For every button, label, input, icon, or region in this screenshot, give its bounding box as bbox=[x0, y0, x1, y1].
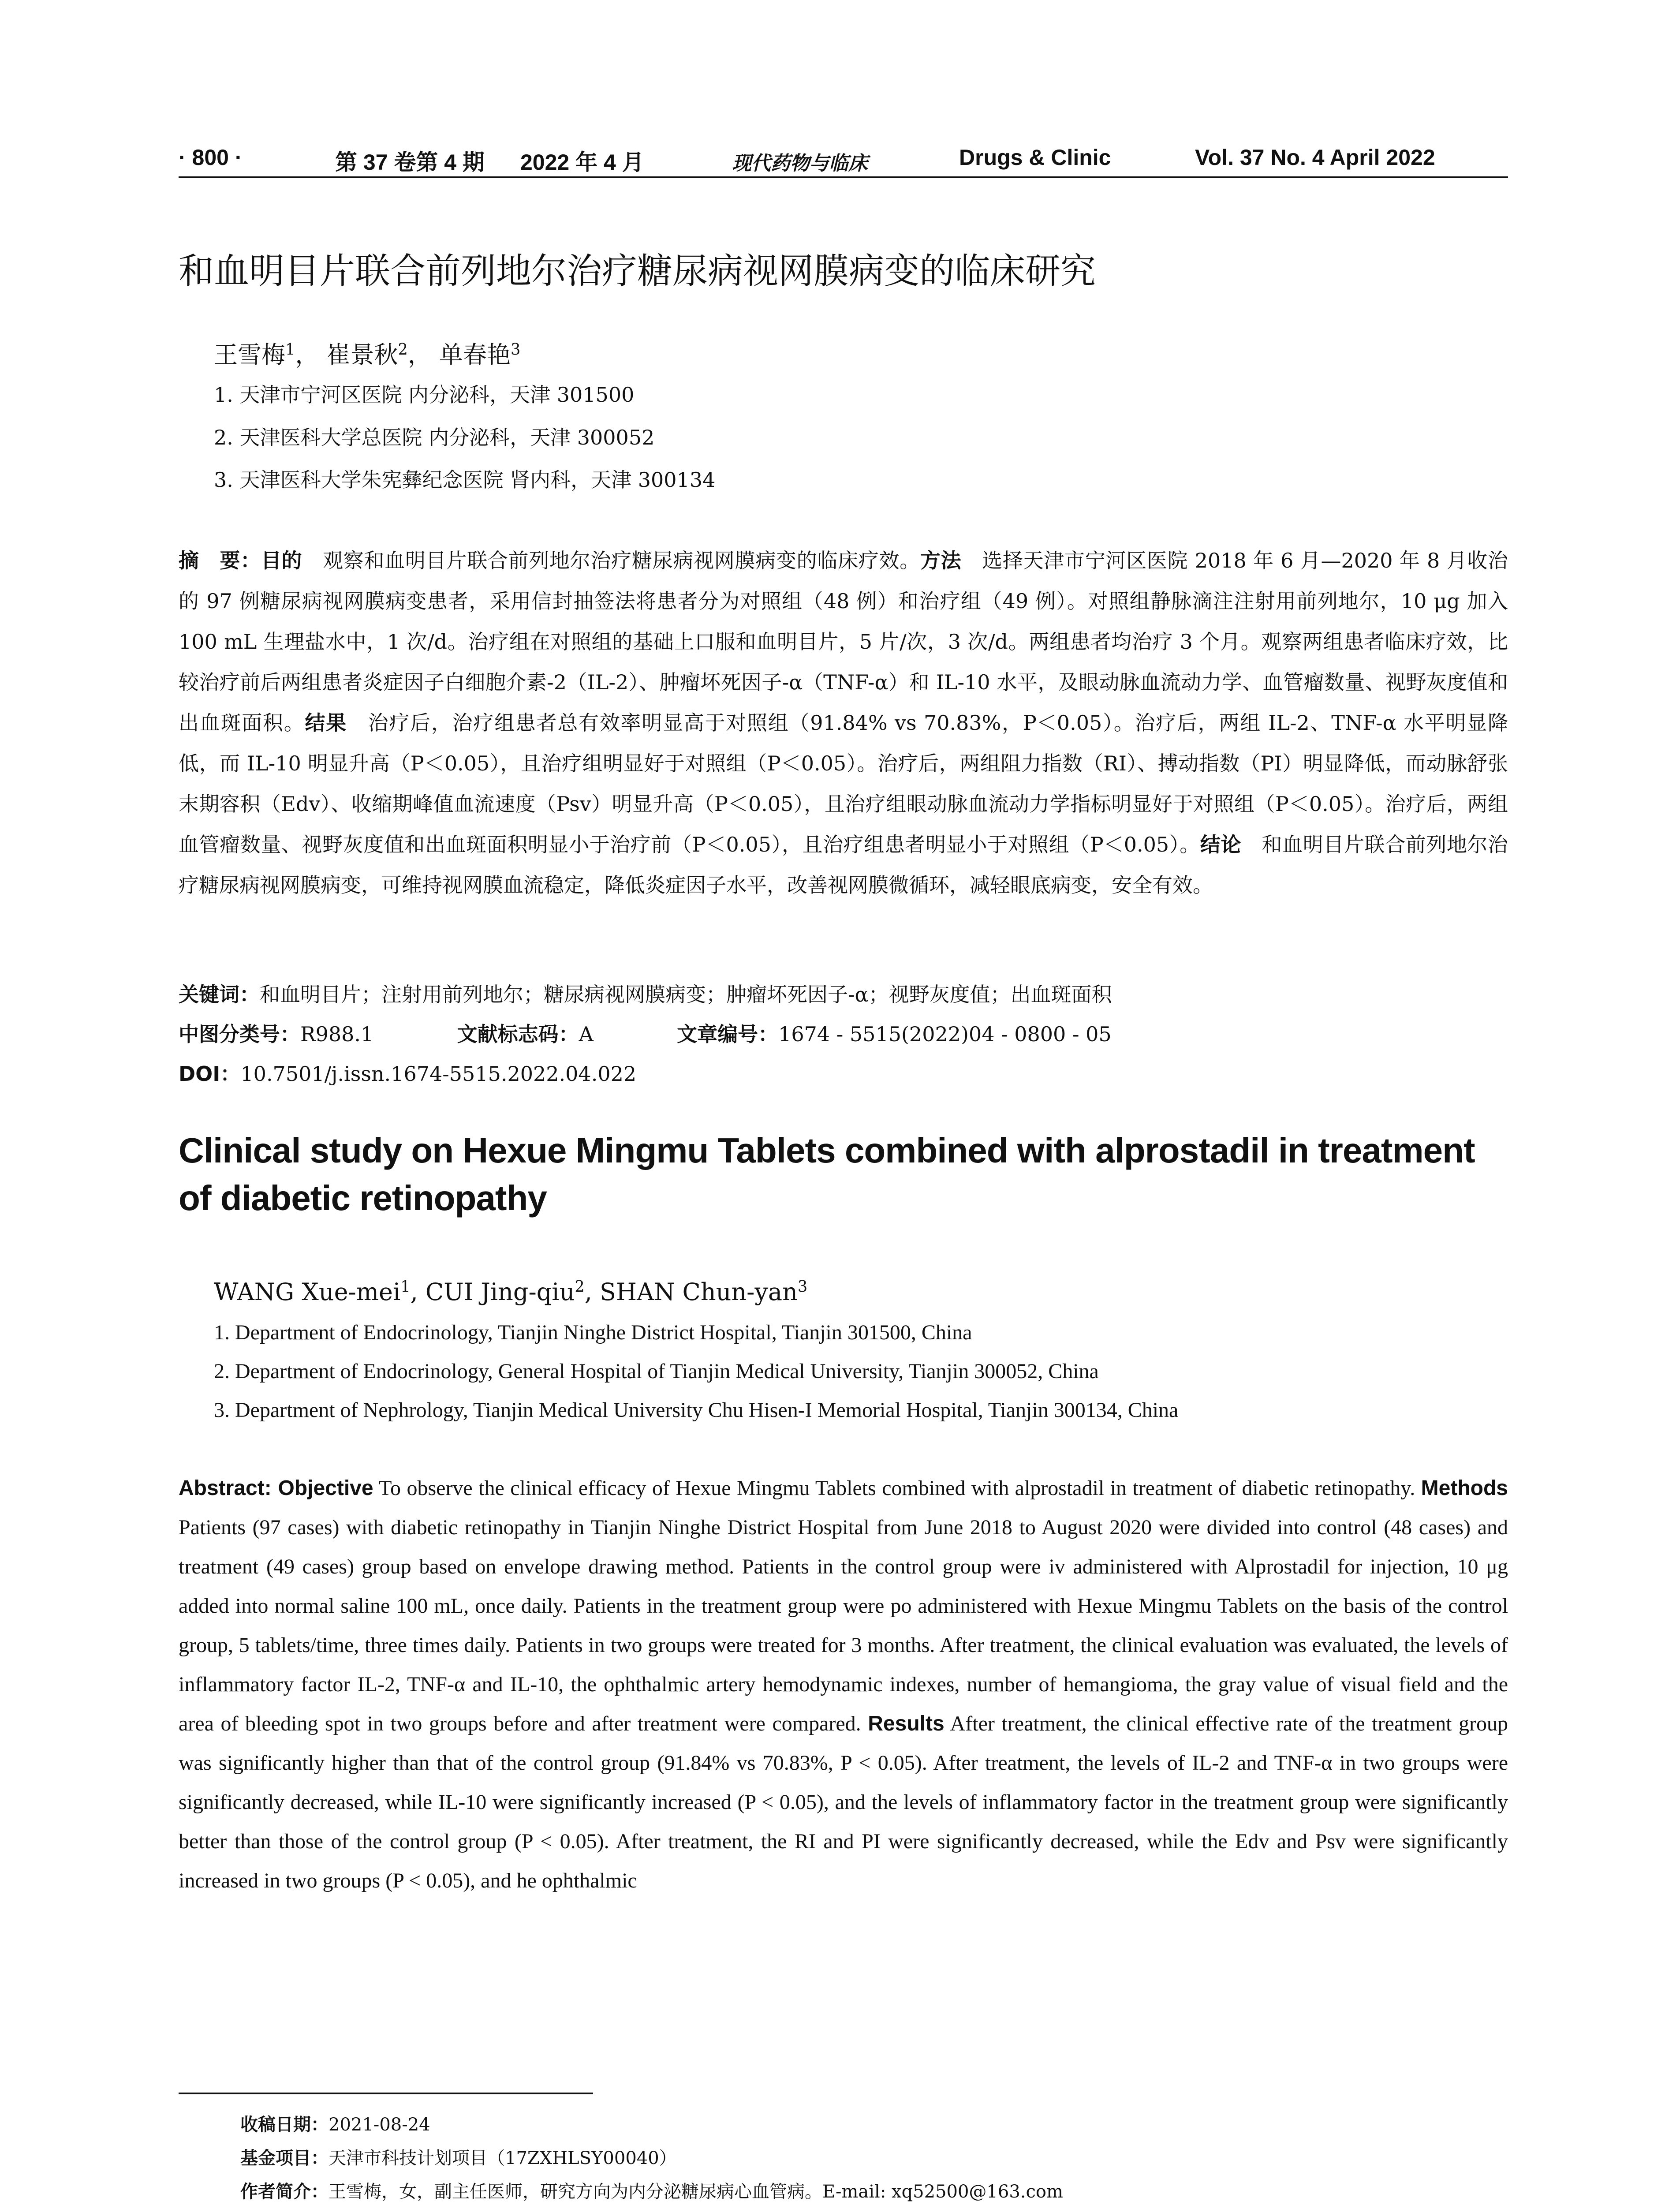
keywords-cn bbox=[179, 981, 1112, 1008]
received-label: 收稿日期： bbox=[240, 2115, 329, 2135]
author-bio-label: 作者简介： bbox=[240, 2182, 329, 2202]
doc-code-value: A bbox=[579, 1022, 594, 1046]
author-3-affil: 3 bbox=[511, 340, 521, 359]
objective-label: 目的 bbox=[261, 549, 302, 572]
author-1: 王雪梅 bbox=[214, 341, 285, 369]
author-en-2: CUI Jing-qiu bbox=[425, 1278, 575, 1306]
methods-text: 选择天津市宁河区医院 2018 年 6 月—2020 年 8 月收治的 97 例糖尿病视网膜病变患者，采用信封抽签法将患者分为对照组（48 例）和治疗组（49 例）。对照组静脉滴注注射用前列地尔，10 μg 加入 100 mL 生理盐水中，1 次/d。治疗组在对照组的基础上口服和血明目片，5 片/次，3 次/d。两组患者均治疗 3 个月。观察两组患者临床疗效，比较治疗前后两组患者炎症因子白细胞介素-2（IL-2）、肿瘤坏死因子-α（TNF-α）和 IL-10 水平，及眼动脉血流动力学、血管瘤数量、视野灰度值和出血斑面积。 bbox=[179, 549, 1508, 735]
volume-cn: 第 37 卷第 4 期 bbox=[335, 150, 485, 175]
objective-en-text: To observe the clinical efficacy of Hexue Mingmu Tablets combined with alprostadil in treatment of diabetic retinopathy. bbox=[373, 1476, 1421, 1500]
footnote-divider bbox=[179, 2093, 593, 2094]
title-english: Clinical study on Hexue Mingmu Tablets combined with alprostadil in treatment of diabetic retinopathy bbox=[179, 1131, 1475, 1218]
volume-en: Vol. 37 No. 4 April 2022 bbox=[1195, 145, 1435, 170]
header-divider bbox=[179, 176, 1508, 178]
classification-line bbox=[179, 1021, 1112, 1047]
results-text: 治疗后，治疗组患者总有效率明显高于对照组（91.84% vs 70.83%，P＜0.05）。治疗后，两组 IL-2、TNF-α 水平明显降低，而 IL-10 明显升高（P＜0.05），且治疗组明显好于对照组（P＜0.05）。治疗后，两组阻力指数（RI）、搏动指数（PI）明显降低，而动脉舒张末期容积（Edv）、收缩期峰值血流速度（Psv）明显升高（P＜0.05），且治疗组眼动脉血流动力学指标明显好于对照组（P＜0.05）。治疗后，两组血管瘤数量、视野灰度值和出血斑面积明显小于治疗前（P＜0.05），且治疗组患者明显小于对照组（P＜0.05）。 bbox=[179, 711, 1508, 856]
abstract-english bbox=[179, 1469, 1508, 1900]
keywords-label: 关键词： bbox=[179, 983, 260, 1006]
journal-en: Drugs & Clinic bbox=[959, 145, 1111, 170]
clc-label: 中图分类号： bbox=[179, 1022, 300, 1046]
affiliation-cn-2: 2. 天津医科大学总医院 内分泌科，天津 300052 bbox=[214, 426, 655, 449]
abstract-en-label: Abstract: bbox=[179, 1476, 278, 1500]
title-chinese: 和血明目片联合前列地尔治疗糖尿病视网膜病变的临床研究 bbox=[179, 250, 1096, 292]
clc-value: R988.1 bbox=[300, 1022, 374, 1046]
article-id-value: 1674 - 5515(2022)04 - 0800 - 05 bbox=[778, 1022, 1112, 1046]
methods-label: 方法 bbox=[920, 549, 962, 572]
affiliation-en-3: 3. Department of Nephrology, Tianjin Medical University Chu Hisen-I Memorial Hospital, Tianjin 300134, China bbox=[214, 1398, 1179, 1422]
author-1-affil: 1 bbox=[285, 340, 295, 359]
doi-label: DOI： bbox=[179, 1062, 241, 1086]
methods-en-label: Methods bbox=[1421, 1476, 1508, 1500]
affiliation-en-1: 1. Department of Endocrinology, Tianjin Ninghe District Hospital, Tianjin 301500, China bbox=[214, 1321, 972, 1344]
author-en-3: SHAN Chun-yan bbox=[600, 1278, 798, 1306]
affiliation-cn-3: 3. 天津医科大学朱宪彝纪念医院 肾内科，天津 300134 bbox=[214, 468, 716, 492]
author-3: 单春艳 bbox=[439, 341, 511, 369]
authors-chinese: 王雪梅$^1$， 崔景秋$^2$， 单春艳$^3$ bbox=[214, 340, 521, 369]
footnote-received bbox=[240, 2112, 430, 2137]
running-header bbox=[179, 145, 1508, 180]
page-number: · 800 · bbox=[179, 145, 243, 170]
authors-english: WANG Xue-mei$^1$, CUI Jing-qiu$^2$, SHAN Chun-yan$^3$ bbox=[214, 1278, 808, 1306]
objective-en-label: Objective bbox=[278, 1476, 373, 1500]
author-2-affil: 2 bbox=[398, 340, 408, 359]
footnote-funding bbox=[240, 2146, 677, 2171]
footnote-author-bio bbox=[240, 2179, 1063, 2204]
article-id-label: 文章编号： bbox=[677, 1022, 779, 1046]
author-en-3-affil: 3 bbox=[797, 1278, 808, 1296]
affiliation-cn-1: 1. 天津市宁河区医院 内分泌科，天津 301500 bbox=[214, 383, 635, 407]
results-label: 结果 bbox=[305, 711, 347, 735]
date-cn: 2022 年 4 月 bbox=[520, 150, 644, 175]
objective-text: 观察和血明目片联合前列地尔治疗糖尿病视网膜病变的临床疗效。 bbox=[302, 549, 920, 572]
abstract-label: 摘 要： bbox=[179, 549, 261, 572]
funding-label: 基金项目： bbox=[240, 2148, 329, 2168]
doi-line bbox=[179, 1061, 636, 1087]
received-value: 2021-08-24 bbox=[329, 2115, 430, 2135]
doc-code-label: 文献标志码： bbox=[457, 1022, 579, 1046]
conclusion-label: 结论 bbox=[1200, 833, 1242, 856]
conclusion-text: 和血明目片联合前列地尔治疗糖尿病视网膜病变，可维持视网膜血流稳定，降低炎症因子水平，改善视网膜微循环，减轻眼底病变，安全有效。 bbox=[179, 833, 1508, 897]
affiliation-en-2: 2. Department of Endocrinology, General Hospital of Tianjin Medical University, Tianjin 300052, China bbox=[214, 1360, 1099, 1383]
keywords-value: 和血明目片；注射用前列地尔；糖尿病视网膜病变；肿瘤坏死因子-α；视野灰度值；出血斑面积 bbox=[260, 983, 1112, 1006]
funding-value: 天津市科技计划项目（17ZXHLSY00040） bbox=[329, 2148, 677, 2168]
author-2: 崔景秋 bbox=[326, 341, 398, 369]
journal-cn: 现代药物与临床 bbox=[732, 152, 868, 175]
author-en-1: WANG Xue-mei bbox=[214, 1278, 401, 1306]
abstract-chinese bbox=[179, 540, 1508, 905]
results-en-text: After treatment, the clinical effective rate of the treatment group was significantly higher than that of the control group (91.84% vs 70.83%, P < 0.05). After treatment, the levels of IL-2 and TNF-α in two groups were significantly decreased, while IL-10 were significantly increased (P < 0.05), and the levels of inflammatory factor in the treatment group were significantly better than those of the control group (P < 0.05). After treatment, the RI and PI were significantly decreased, while the Edv and Psv were significantly increased in two groups (P < 0.05), and he ophthalmic bbox=[179, 1712, 1508, 1892]
methods-en-text: Patients (97 cases) with diabetic retinopathy in Tianjin Ninghe District Hospital from June 2018 to August 2020 were divided into control (48 cases) and treatment (49 cases) group based on envelope drawing method. Patients in the control group were iv administered with Alprostadil for injection, 10 μg added into normal saline 100 mL, once daily. Patients in the treatment group were po administered with Hexue Mingmu Tablets on the basis of the control group, 5 tablets/time, three times daily. Patients in two groups were treated for 3 months. After treatment, the clinical evaluation was evaluated, the levels of inflammatory factor IL-2, TNF-α and IL-10, the ophthalmic artery hemodynamic indexes, number of hemangioma, the gray value of visual field and the area of bleeding spot in two groups before and after treatment were compared. bbox=[179, 1516, 1508, 1735]
author-bio-value: 王雪梅，女，副主任医师，研究方向为内分泌糖尿病心血管病。E-mail: xq52500@163.com bbox=[329, 2182, 1063, 2202]
results-en-label: Results bbox=[868, 1712, 945, 1735]
author-en-1-affil: 1 bbox=[400, 1278, 411, 1296]
doi-value: 10.7501/j.issn.1674-5515.2022.04.022 bbox=[240, 1062, 637, 1086]
author-en-2-affil: 2 bbox=[575, 1278, 585, 1296]
